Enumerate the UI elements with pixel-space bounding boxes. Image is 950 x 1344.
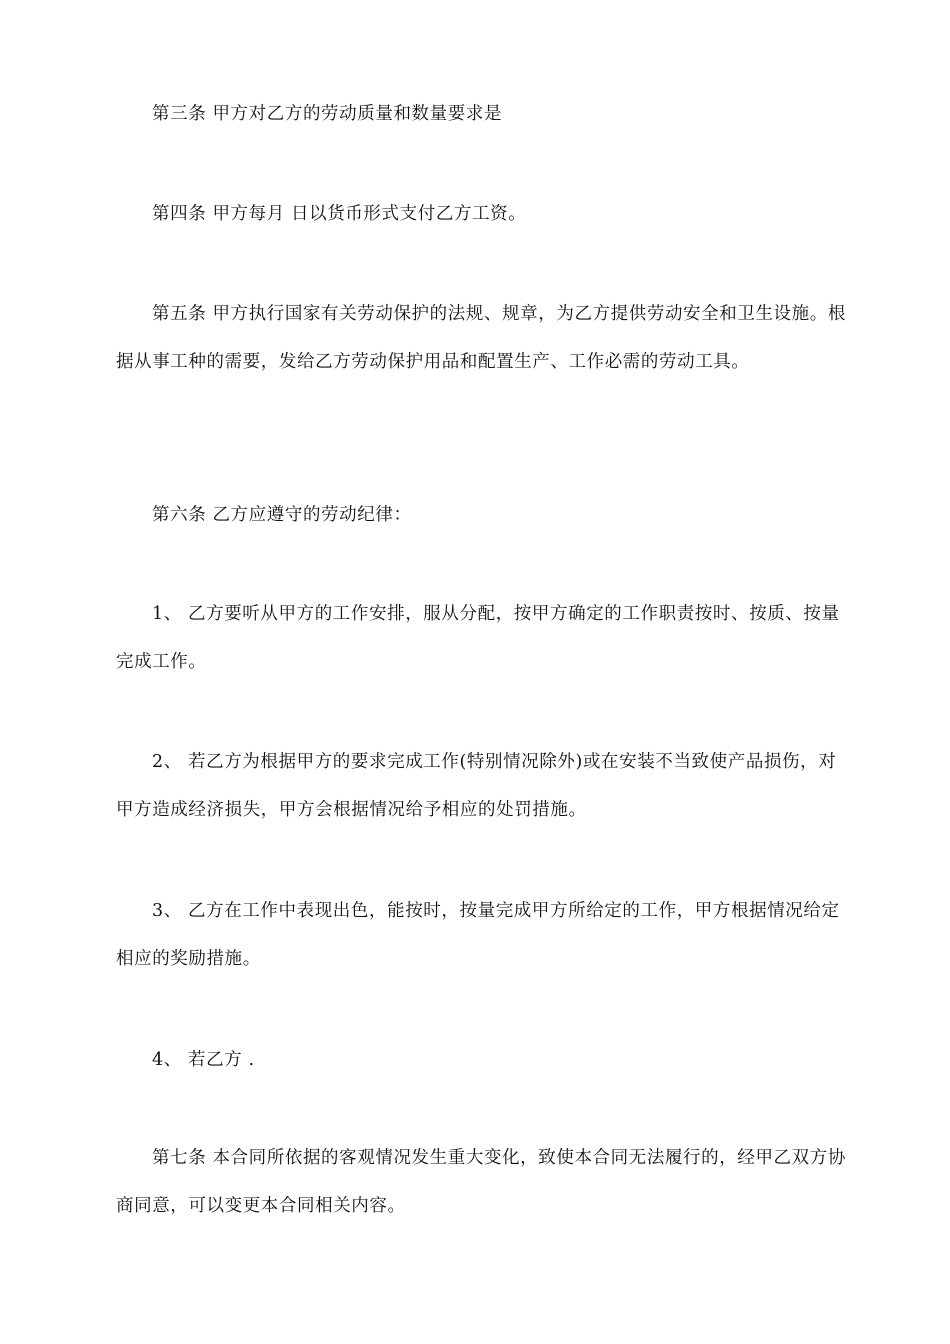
article-4-paragraph: 第四条 甲方每月 日以货币形式支付乙方工资。 xyxy=(152,204,527,224)
article-7-paragraph: 第七条 本合同所依据的客观情况发生重大变化，致使本合同无法履行的，经甲乙双方协商同意，可以变更本合同相关内容。 xyxy=(116,1148,846,1216)
discipline-item-4: 4、 若乙方 . xyxy=(152,1050,255,1070)
article-3-paragraph: 第三条 甲方对乙方的劳动质量和数量要求是 xyxy=(152,104,503,124)
article-5-paragraph: 第五条 甲方执行国家有关劳动保护的法规、规章，为乙方提供劳动安全和卫生设施。根据从事工种的需要，发给乙方劳动保护用品和配置生产、工作必需的劳动工具。 xyxy=(116,304,846,372)
discipline-item-3: 3、 乙方在工作中表现出色，能按时，按量完成甲方所给定的工作，甲方根据情况给定相应的奖励措施。 xyxy=(116,901,840,969)
discipline-item-1: 1、 乙方要听从甲方的工作安排，服从分配，按甲方确定的工作职责按时、按质、按量完成工作。 xyxy=(116,604,840,672)
discipline-item-2: 2、 若乙方为根据甲方的要求完成工作(特别情况除外)或在安装不当致使产品损伤，对甲方造成经济损失，甲方会根据情况给予相应的处罚措施。 xyxy=(116,752,837,820)
article-6-heading: 第六条 乙方应遵守的劳动纪律： xyxy=(152,505,412,525)
